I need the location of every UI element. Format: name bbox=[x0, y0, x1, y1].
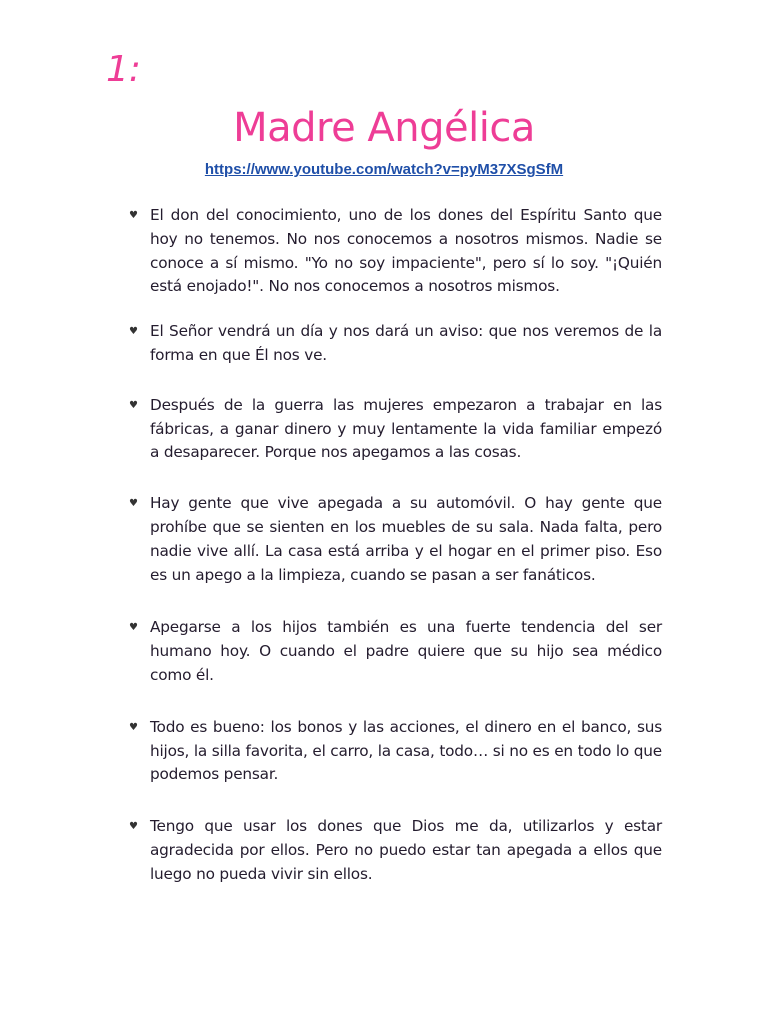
page-title: Madre Angélica bbox=[233, 105, 535, 151]
list-item-text: El Señor vendrá un día y nos dará un aviso: que nos veremos de la forma en que Él nos ve. bbox=[150, 322, 662, 364]
list-item bbox=[126, 492, 662, 587]
heart-bullet-icon: ♥ bbox=[129, 326, 138, 338]
heart-bullet-icon: ♥ bbox=[129, 399, 138, 411]
list-item bbox=[126, 204, 662, 299]
heart-bullet-icon: ♥ bbox=[129, 210, 138, 221]
list-item-text: Hay gente que vive apegada a su automóvil. O hay gente que prohíbe que se sienten en los muebles de su sala. Nada falta, pero nadie vive allí. La casa está arriba y el hogar en el primer piso. Eso es un apego a la limpieza, cuando se pasan a ser fanáticos. bbox=[150, 494, 662, 584]
bullet-list bbox=[126, 204, 662, 887]
list-item bbox=[126, 394, 662, 465]
heart-bullet-icon: ♥ bbox=[129, 721, 138, 733]
list-item bbox=[126, 320, 662, 368]
section-number: 1: bbox=[106, 49, 142, 90]
list-item-text: Después de la guerra las mujeres empezaron a trabajar en las fábricas, a ganar dinero y muy lentamente la vida familiar empezó a desaparecer. Porque nos apegamos a las cosas. bbox=[150, 395, 662, 462]
youtube-link[interactable]: https://www.youtube.com/watch?v=pyM37XSgSfM bbox=[204, 161, 564, 178]
heart-bullet-icon: ♥ bbox=[129, 622, 138, 634]
list-item-text: Apegarse a los hijos también es una fuerte tendencia del ser humano hoy. O cuando el padre quiere que su hijo sea médico como él. bbox=[150, 618, 662, 684]
list-item-text: Tengo que usar los dones que Dios me da, utilizarlos y estar agradecida por ellos. Pero no puedo estar tan apegada a ellos que luego no pueda vivir sin ellos. bbox=[150, 817, 662, 883]
heart-bullet-icon: ♥ bbox=[129, 498, 138, 510]
list-item-text: Todo es bueno: los bonos y las acciones, el dinero en el banco, sus hijos, la silla favorita, el carro, la casa, todo… si no es en todo lo que podemos pensar. bbox=[150, 717, 662, 784]
heart-bullet-icon: ♥ bbox=[129, 821, 138, 833]
list-item-text: El don del conocimiento, uno de los dones del Espíritu Santo que hoy no tenemos. No nos conocemos a nosotros mismos. Nadie se conoce a sí mismo. "Yo no soy impaciente", pero sí lo soy. "¡Quién está enojado!". No nos conocemos a nosotros mismos. bbox=[150, 206, 662, 296]
list-item bbox=[126, 616, 662, 687]
list-item bbox=[126, 716, 662, 787]
list-item bbox=[126, 815, 662, 886]
